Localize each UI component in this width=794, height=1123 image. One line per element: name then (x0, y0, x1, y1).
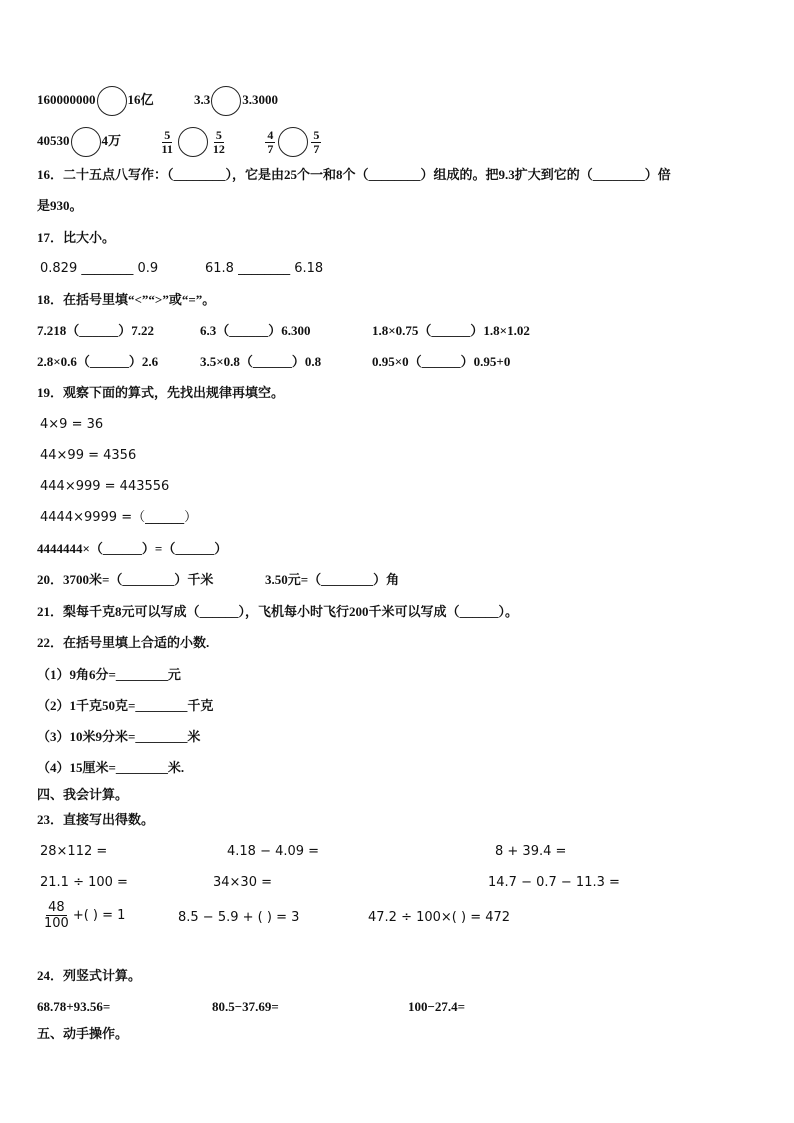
q18-item: 0.95×0（______）0.95+0 (372, 354, 511, 369)
q23-row3-c: 47.2 ÷ 100×( ) = 472 (368, 910, 511, 925)
question-20-a: 20．3700米=（________）千米 (37, 572, 214, 587)
q22-item: （2）1千克50克=________千克 (37, 698, 214, 713)
q22-item: （1）9角6分=________元 (37, 667, 181, 682)
q19-line: 4×9 = 36 (40, 417, 104, 432)
fraction: $\frac{5}{12}$ (212, 127, 225, 156)
answer-circle[interactable] (278, 127, 308, 157)
q23-item: 14.7 − 0.7 − 11.3 = (488, 875, 620, 890)
compare-value: 160000000 (37, 91, 96, 107)
question-18-title: 18．在括号里填“<”“>”或“=”。 (37, 292, 216, 307)
q24-item: 100−27.4= (408, 999, 466, 1014)
q23-item: 34×30 = (213, 875, 273, 890)
q17-item-b: 61.8 ________ 6.18 (205, 261, 324, 276)
question-17-title: 17．比大小。 (37, 230, 116, 245)
answer-circle[interactable] (211, 86, 241, 116)
compare-value: 3.3 (194, 91, 211, 107)
q24-item: 80.5−37.69= (212, 999, 279, 1014)
q23-item: 28×112 = (40, 844, 108, 859)
question-21: 21．梨每千克8元可以写成（______），飞机每小时飞行200千米可以写成（______）。 (37, 604, 519, 619)
fraction: $\frac{5}{7}$ (313, 127, 320, 156)
fraction: $\frac{5}{11}$ (161, 127, 173, 156)
answer-circle[interactable] (178, 127, 208, 157)
question-20-b: 3.50元=（________）角 (265, 572, 400, 587)
q18-item: 1.8×0.75（______）1.8×1.02 (372, 323, 530, 338)
q19-line: 444×999 = 443556 (40, 479, 170, 494)
compare-value: 3.3000 (242, 91, 279, 107)
compare-row-1 (37, 86, 278, 116)
question-24-title: 24．列竖式计算。 (37, 968, 142, 983)
question-23-title: 23．直接写出得数。 (37, 812, 155, 827)
q19-line: 44×99 = 4356 (40, 448, 137, 463)
question-22-title: 22．在括号里填上合适的小数. (37, 635, 210, 650)
q19-last-line: 4444444×（______）=（______） (37, 541, 228, 556)
q18-item: 3.5×0.8（______）0.8 (200, 354, 322, 369)
q23-item: 8 + 39.4 = (495, 844, 567, 859)
question-19-title: 19．观察下面的算式，先找出规律再填空。 (37, 385, 285, 400)
q22-item: （4）15厘米=________米. (37, 760, 185, 775)
compare-row-2 (37, 127, 323, 157)
q17-item-a: 0.829 ________ 0.9 (40, 261, 159, 276)
question-16-cont: 是930。 (37, 198, 83, 213)
q23-item: 4.18 − 4.09 = (227, 844, 320, 859)
q18-item: 2.8×0.6（______）2.6 (37, 354, 159, 369)
section-5-title: 五、动手操作。 (37, 1026, 129, 1041)
q23-item: 21.1 ÷ 100 = (40, 875, 128, 890)
compare-value: 16亿 (127, 91, 154, 107)
q18-item: 6.3（______）6.300 (200, 323, 311, 338)
q22-item: （3）10米9分米=________米 (37, 729, 201, 744)
q18-item: 7.218（______）7.22 (37, 323, 155, 338)
fraction: $\frac{48}{100}$ (44, 900, 69, 931)
answer-circle[interactable] (71, 127, 101, 157)
compare-value: 40530 (37, 132, 70, 148)
question-16: 16．二十五点八写作：（________），它是由25个一和8个（________）组成的。把9.3扩大到它的（________）倍 (37, 167, 671, 182)
section-4-title: 四、我会计算。 (37, 787, 129, 802)
answer-circle[interactable] (97, 86, 127, 116)
q24-item: 68.78+93.56= (37, 999, 111, 1014)
q23-row3-b: 8.5 − 5.9 + ( ) = 3 (178, 910, 300, 925)
q23-row3-a: $\frac{48}{100}$ +( ) = 1 (44, 900, 126, 931)
q19-line: 4444×9999 =（______） (40, 510, 198, 525)
fraction: $\frac{4}{7}$ (267, 127, 274, 156)
compare-value: 4万 (101, 132, 122, 148)
